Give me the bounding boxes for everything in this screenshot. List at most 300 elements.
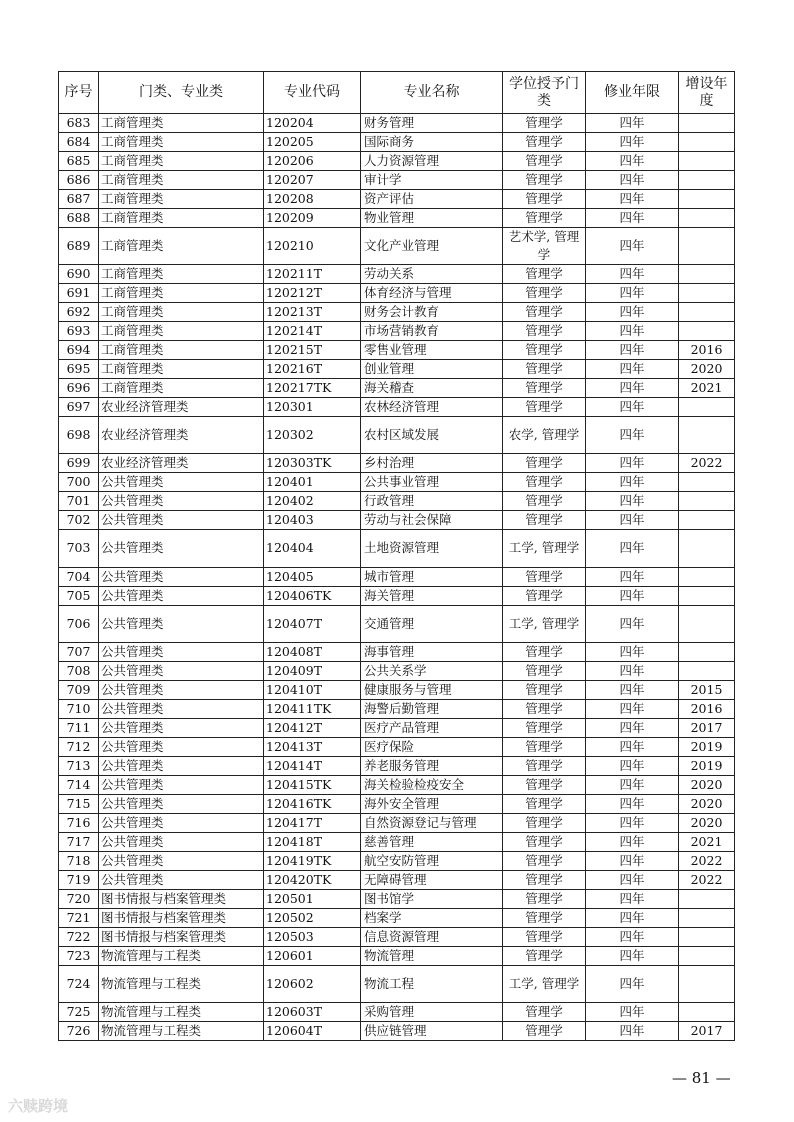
cell-name: 自然资源登记与管理 (361, 813, 503, 832)
cell-code: 120302 (264, 417, 361, 454)
header-code: 专业代码 (264, 72, 361, 114)
cell-code: 120215T (264, 341, 361, 360)
table-header-row (59, 72, 735, 114)
cell-degree: 管理学 (503, 642, 586, 661)
cell-years: 四年 (586, 114, 679, 133)
cell-seq: 715 (59, 794, 99, 813)
table-row (59, 228, 735, 265)
cell-code: 120204 (264, 114, 361, 133)
cell-seq: 724 (59, 965, 99, 1002)
cell-category: 公共管理类 (99, 680, 264, 699)
table-row (59, 927, 735, 946)
cell-category: 工商管理类 (99, 303, 264, 322)
cell-added (679, 417, 735, 454)
cell-added (679, 322, 735, 341)
cell-code: 120601 (264, 946, 361, 965)
cell-code: 120410T (264, 680, 361, 699)
cell-seq: 684 (59, 133, 99, 152)
cell-degree: 管理学 (503, 398, 586, 417)
cell-name: 档案学 (361, 908, 503, 927)
cell-years: 四年 (586, 417, 679, 454)
cell-code: 120416TK (264, 794, 361, 813)
cell-years: 四年 (586, 360, 679, 379)
cell-category: 工商管理类 (99, 360, 264, 379)
cell-name: 农林经济管理 (361, 398, 503, 417)
cell-years: 四年 (586, 284, 679, 303)
cell-added (679, 114, 735, 133)
cell-years: 四年 (586, 190, 679, 209)
cell-seq: 712 (59, 737, 99, 756)
cell-degree: 工学, 管理学 (503, 605, 586, 642)
cell-degree: 管理学 (503, 1002, 586, 1021)
table-row (59, 605, 735, 642)
cell-years: 四年 (586, 908, 679, 927)
cell-name: 物流工程 (361, 965, 503, 1002)
cell-seq: 716 (59, 813, 99, 832)
cell-name: 土地资源管理 (361, 530, 503, 567)
cell-name: 无障碍管理 (361, 870, 503, 889)
table-row (59, 586, 735, 605)
cell-years: 四年 (586, 303, 679, 322)
cell-name: 航空安防管理 (361, 851, 503, 870)
cell-years: 四年 (586, 1021, 679, 1040)
table-row (59, 908, 735, 927)
cell-code: 120208 (264, 190, 361, 209)
cell-seq: 709 (59, 680, 99, 699)
cell-added: 2022 (679, 454, 735, 473)
table-row (59, 114, 735, 133)
cell-name: 城市管理 (361, 567, 503, 586)
table-row (59, 965, 735, 1002)
table-row (59, 511, 735, 530)
table-row (59, 775, 735, 794)
cell-degree: 管理学 (503, 341, 586, 360)
cell-years: 四年 (586, 341, 679, 360)
cell-seq: 710 (59, 699, 99, 718)
cell-years: 四年 (586, 870, 679, 889)
cell-added (679, 965, 735, 1002)
cell-years: 四年 (586, 322, 679, 341)
cell-category: 公共管理类 (99, 775, 264, 794)
cell-degree: 管理学 (503, 190, 586, 209)
table-row (59, 303, 735, 322)
table-row (59, 870, 735, 889)
header-degree: 学位授予门类 (503, 72, 586, 114)
cell-years: 四年 (586, 699, 679, 718)
cell-degree: 管理学 (503, 794, 586, 813)
table-row (59, 284, 735, 303)
cell-degree: 管理学 (503, 1021, 586, 1040)
cell-code: 120415TK (264, 775, 361, 794)
cell-degree: 管理学 (503, 908, 586, 927)
cell-years: 四年 (586, 718, 679, 737)
cell-degree: 管理学 (503, 284, 586, 303)
table-row (59, 209, 735, 228)
cell-code: 120419TK (264, 851, 361, 870)
table-row (59, 360, 735, 379)
cell-seq: 691 (59, 284, 99, 303)
cell-code: 120213T (264, 303, 361, 322)
cell-category: 公共管理类 (99, 586, 264, 605)
cell-years: 四年 (586, 265, 679, 284)
cell-added: 2019 (679, 756, 735, 775)
cell-code: 120214T (264, 322, 361, 341)
cell-category: 公共管理类 (99, 473, 264, 492)
cell-seq: 719 (59, 870, 99, 889)
cell-category: 工商管理类 (99, 152, 264, 171)
cell-added (679, 1002, 735, 1021)
cell-added (679, 927, 735, 946)
cell-degree: 管理学 (503, 265, 586, 284)
cell-degree: 艺术学, 管理学 (503, 228, 586, 265)
cell-seq: 701 (59, 492, 99, 511)
cell-added (679, 152, 735, 171)
cell-code: 120501 (264, 889, 361, 908)
cell-degree: 管理学 (503, 718, 586, 737)
cell-name: 文化产业管理 (361, 228, 503, 265)
table-row (59, 889, 735, 908)
cell-years: 四年 (586, 851, 679, 870)
cell-category: 公共管理类 (99, 851, 264, 870)
cell-name: 审计学 (361, 171, 503, 190)
cell-category: 工商管理类 (99, 114, 264, 133)
cell-name: 物业管理 (361, 209, 503, 228)
cell-degree: 管理学 (503, 209, 586, 228)
cell-category: 工商管理类 (99, 284, 264, 303)
cell-category: 工商管理类 (99, 209, 264, 228)
cell-name: 物流管理 (361, 946, 503, 965)
table-row (59, 379, 735, 398)
cell-name: 慈善管理 (361, 832, 503, 851)
cell-years: 四年 (586, 530, 679, 567)
cell-years: 四年 (586, 889, 679, 908)
table-row (59, 341, 735, 360)
cell-years: 四年 (586, 511, 679, 530)
cell-seq: 702 (59, 511, 99, 530)
cell-added (679, 190, 735, 209)
cell-seq: 726 (59, 1021, 99, 1040)
major-catalog-table (58, 71, 735, 1041)
table-row (59, 530, 735, 567)
cell-seq: 694 (59, 341, 99, 360)
table-row (59, 680, 735, 699)
cell-code: 120417T (264, 813, 361, 832)
table-row (59, 190, 735, 209)
cell-code: 120414T (264, 756, 361, 775)
cell-years: 四年 (586, 794, 679, 813)
cell-seq: 687 (59, 190, 99, 209)
cell-seq: 707 (59, 642, 99, 661)
cell-seq: 686 (59, 171, 99, 190)
cell-degree: 管理学 (503, 756, 586, 775)
cell-name: 劳动关系 (361, 265, 503, 284)
cell-years: 四年 (586, 152, 679, 171)
cell-seq: 704 (59, 567, 99, 586)
cell-category: 图书情报与档案管理类 (99, 908, 264, 927)
cell-category: 公共管理类 (99, 642, 264, 661)
cell-category: 公共管理类 (99, 813, 264, 832)
cell-degree: 管理学 (503, 832, 586, 851)
cell-name: 零售业管理 (361, 341, 503, 360)
cell-seq: 683 (59, 114, 99, 133)
table-row (59, 813, 735, 832)
cell-years: 四年 (586, 1002, 679, 1021)
cell-seq: 698 (59, 417, 99, 454)
cell-code: 120502 (264, 908, 361, 927)
cell-category: 物流管理与工程类 (99, 946, 264, 965)
cell-added: 2022 (679, 870, 735, 889)
cell-added (679, 265, 735, 284)
cell-seq: 717 (59, 832, 99, 851)
cell-seq: 713 (59, 756, 99, 775)
table-row (59, 661, 735, 680)
table-row (59, 398, 735, 417)
cell-code: 120404 (264, 530, 361, 567)
cell-degree: 管理学 (503, 511, 586, 530)
cell-category: 工商管理类 (99, 322, 264, 341)
cell-category: 工商管理类 (99, 133, 264, 152)
cell-years: 四年 (586, 832, 679, 851)
cell-years: 四年 (586, 756, 679, 775)
cell-seq: 695 (59, 360, 99, 379)
cell-added (679, 946, 735, 965)
cell-name: 行政管理 (361, 492, 503, 511)
cell-years: 四年 (586, 586, 679, 605)
cell-years: 四年 (586, 398, 679, 417)
cell-degree: 管理学 (503, 661, 586, 680)
cell-seq: 696 (59, 379, 99, 398)
cell-name: 市场营销教育 (361, 322, 503, 341)
cell-code: 120409T (264, 661, 361, 680)
table-row (59, 794, 735, 813)
cell-seq: 685 (59, 152, 99, 171)
cell-degree: 管理学 (503, 586, 586, 605)
cell-years: 四年 (586, 605, 679, 642)
cell-name: 体育经济与管理 (361, 284, 503, 303)
cell-added: 2017 (679, 718, 735, 737)
cell-added (679, 605, 735, 642)
table-row (59, 699, 735, 718)
cell-seq: 697 (59, 398, 99, 417)
cell-category: 工商管理类 (99, 171, 264, 190)
cell-added (679, 530, 735, 567)
cell-added: 2020 (679, 794, 735, 813)
cell-added (679, 209, 735, 228)
table-row (59, 322, 735, 341)
cell-category: 工商管理类 (99, 190, 264, 209)
cell-degree: 管理学 (503, 775, 586, 794)
cell-name: 乡村治理 (361, 454, 503, 473)
cell-added (679, 303, 735, 322)
cell-years: 四年 (586, 946, 679, 965)
cell-category: 公共管理类 (99, 661, 264, 680)
cell-name: 劳动与社会保障 (361, 511, 503, 530)
cell-seq: 722 (59, 927, 99, 946)
cell-seq: 693 (59, 322, 99, 341)
cell-degree: 管理学 (503, 567, 586, 586)
header-name: 专业名称 (361, 72, 503, 114)
cell-category: 工商管理类 (99, 265, 264, 284)
cell-name: 养老服务管理 (361, 756, 503, 775)
cell-degree: 管理学 (503, 152, 586, 171)
cell-code: 120408T (264, 642, 361, 661)
cell-years: 四年 (586, 680, 679, 699)
page-number: — 81 — (672, 1069, 731, 1087)
table-body (59, 114, 735, 1041)
cell-category: 农业经济管理类 (99, 454, 264, 473)
cell-category: 公共管理类 (99, 699, 264, 718)
table-row (59, 718, 735, 737)
cell-years: 四年 (586, 171, 679, 190)
cell-years: 四年 (586, 567, 679, 586)
cell-degree: 管理学 (503, 322, 586, 341)
cell-code: 120210 (264, 228, 361, 265)
cell-added: 2017 (679, 1021, 735, 1040)
cell-years: 四年 (586, 454, 679, 473)
cell-added: 2016 (679, 699, 735, 718)
cell-code: 120503 (264, 927, 361, 946)
cell-added: 2021 (679, 832, 735, 851)
cell-added: 2022 (679, 851, 735, 870)
table-row (59, 567, 735, 586)
cell-category: 物流管理与工程类 (99, 965, 264, 1002)
cell-name: 财务管理 (361, 114, 503, 133)
cell-degree: 管理学 (503, 492, 586, 511)
cell-code: 120205 (264, 133, 361, 152)
cell-added (679, 228, 735, 265)
table-row (59, 454, 735, 473)
cell-category: 工商管理类 (99, 228, 264, 265)
cell-degree: 管理学 (503, 133, 586, 152)
cell-code: 120603T (264, 1002, 361, 1021)
cell-category: 公共管理类 (99, 832, 264, 851)
cell-degree: 管理学 (503, 114, 586, 133)
cell-added: 2020 (679, 813, 735, 832)
cell-code: 120411TK (264, 699, 361, 718)
table-row (59, 492, 735, 511)
cell-years: 四年 (586, 133, 679, 152)
cell-category: 物流管理与工程类 (99, 1021, 264, 1040)
cell-degree: 农学, 管理学 (503, 417, 586, 454)
cell-degree: 管理学 (503, 473, 586, 492)
cell-added: 2020 (679, 360, 735, 379)
cell-seq: 690 (59, 265, 99, 284)
cell-code: 120418T (264, 832, 361, 851)
table-row (59, 756, 735, 775)
cell-name: 农村区域发展 (361, 417, 503, 454)
cell-category: 公共管理类 (99, 756, 264, 775)
cell-name: 供应链管理 (361, 1021, 503, 1040)
table-row (59, 642, 735, 661)
cell-name: 海外安全管理 (361, 794, 503, 813)
cell-years: 四年 (586, 473, 679, 492)
cell-code: 120412T (264, 718, 361, 737)
cell-category: 公共管理类 (99, 718, 264, 737)
table-row (59, 473, 735, 492)
cell-years: 四年 (586, 737, 679, 756)
cell-category: 物流管理与工程类 (99, 1002, 264, 1021)
cell-years: 四年 (586, 492, 679, 511)
table-row (59, 832, 735, 851)
cell-degree: 管理学 (503, 454, 586, 473)
cell-code: 120209 (264, 209, 361, 228)
cell-seq: 721 (59, 908, 99, 927)
cell-code: 120602 (264, 965, 361, 1002)
cell-code: 120604T (264, 1021, 361, 1040)
cell-category: 工商管理类 (99, 341, 264, 360)
cell-code: 120301 (264, 398, 361, 417)
cell-name: 海警后勤管理 (361, 699, 503, 718)
cell-category: 公共管理类 (99, 605, 264, 642)
cell-name: 海事管理 (361, 642, 503, 661)
cell-category: 公共管理类 (99, 737, 264, 756)
cell-code: 120403 (264, 511, 361, 530)
cell-years: 四年 (586, 228, 679, 265)
cell-code: 120406TK (264, 586, 361, 605)
cell-code: 120413T (264, 737, 361, 756)
cell-seq: 705 (59, 586, 99, 605)
cell-added (679, 133, 735, 152)
cell-degree: 管理学 (503, 870, 586, 889)
cell-added: 2016 (679, 341, 735, 360)
cell-category: 公共管理类 (99, 870, 264, 889)
table-row (59, 1021, 735, 1040)
cell-degree: 管理学 (503, 303, 586, 322)
cell-added (679, 586, 735, 605)
cell-years: 四年 (586, 813, 679, 832)
cell-degree: 管理学 (503, 360, 586, 379)
cell-added (679, 661, 735, 680)
cell-name: 医疗产品管理 (361, 718, 503, 737)
cell-category: 农业经济管理类 (99, 417, 264, 454)
cell-degree: 管理学 (503, 171, 586, 190)
cell-years: 四年 (586, 965, 679, 1002)
cell-category: 图书情报与档案管理类 (99, 889, 264, 908)
cell-seq: 688 (59, 209, 99, 228)
cell-seq: 703 (59, 530, 99, 567)
cell-years: 四年 (586, 642, 679, 661)
cell-years: 四年 (586, 661, 679, 680)
cell-name: 健康服务与管理 (361, 680, 503, 699)
cell-name: 交通管理 (361, 605, 503, 642)
cell-name: 海关检验检疫安全 (361, 775, 503, 794)
cell-added (679, 492, 735, 511)
cell-added (679, 889, 735, 908)
cell-added (679, 511, 735, 530)
cell-seq: 725 (59, 1002, 99, 1021)
cell-seq: 700 (59, 473, 99, 492)
cell-degree: 工学, 管理学 (503, 965, 586, 1002)
cell-degree: 管理学 (503, 813, 586, 832)
cell-category: 公共管理类 (99, 794, 264, 813)
cell-seq: 711 (59, 718, 99, 737)
cell-degree: 管理学 (503, 680, 586, 699)
cell-degree: 管理学 (503, 851, 586, 870)
cell-added (679, 908, 735, 927)
cell-name: 创业管理 (361, 360, 503, 379)
cell-seq: 720 (59, 889, 99, 908)
cell-code: 120206 (264, 152, 361, 171)
table-row (59, 1002, 735, 1021)
cell-name: 国际商务 (361, 133, 503, 152)
cell-degree: 管理学 (503, 737, 586, 756)
cell-seq: 718 (59, 851, 99, 870)
cell-seq: 699 (59, 454, 99, 473)
cell-years: 四年 (586, 379, 679, 398)
cell-years: 四年 (586, 209, 679, 228)
cell-added: 2015 (679, 680, 735, 699)
cell-code: 120211T (264, 265, 361, 284)
